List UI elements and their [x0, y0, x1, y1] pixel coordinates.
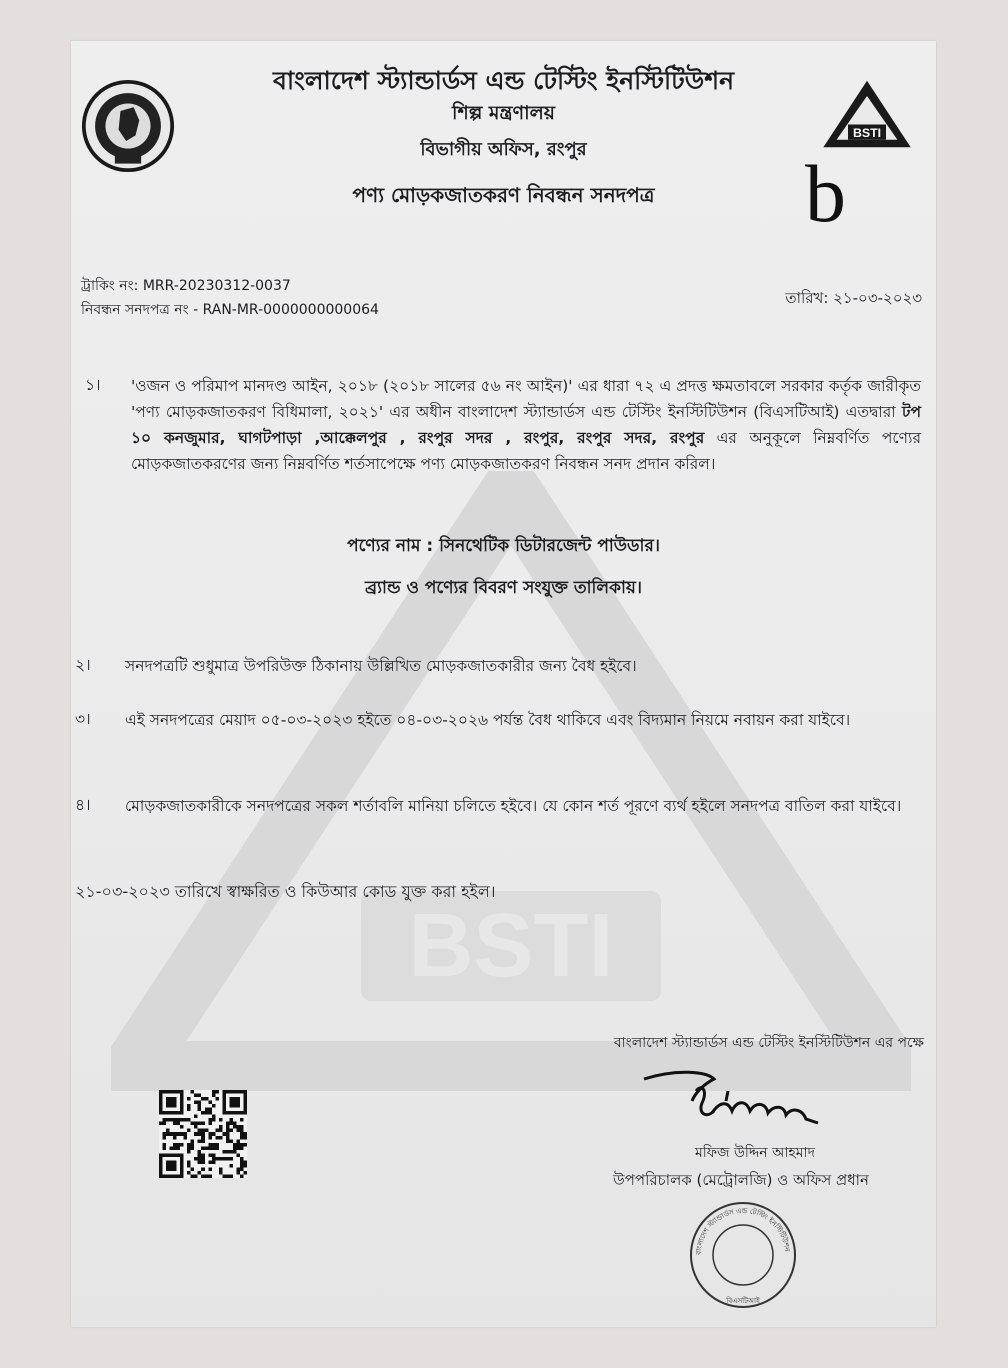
seal-text: বাংলাদেশ স্ট্যান্ডার্ডস এন্ড টেস্টিং ইনস্টিটিউশন — [694, 1206, 791, 1256]
paragraph-1-text-b: এর অনুকূলে নিম্নবর্ণিত পণ্যের মোড়কজাতকরণের জন্য নিম্নবর্ণিত শর্তসাপেক্ষে পণ্য মোড়কজাতকরণ নিবন্ধন সনদ প্রদান করিল। — [131, 429, 921, 473]
paragraph-1-text-a: 'ওজন ও পরিমাপ মানদণ্ড আইন, ২০১৮ (২০১৮ সালের ৫৬ নং আইন)' এর ধারা ৭২ এ প্রদত্ত ক্ষমতাবলে সরকার কর্তৃক জারীকৃত 'পণ্য মোড়কজাতকরণ বিধিমালা, ২০২১' এর অধীন বাংলাদেশ স্ট্যান্ডার্ডস এন্ড টেস্টিং ইনস্টিটিউশন (বিএসটিআই) এতদ্বারা — [131, 377, 921, 421]
qr-code-icon — [159, 1089, 247, 1179]
on-behalf-line: বাংলাদেশ স্ট্যান্ডার্ডস এন্ড টেস্টিং ইনস্টিটিউশন এর পক্ষে — [613, 1035, 924, 1051]
brand-note: ব্র্যান্ড ও পণ্যের বিবরণ সংযুক্ত তালিকায়। — [365, 578, 642, 598]
paragraph-4-number: ৪। — [75, 796, 91, 814]
watermark-text: BSTI — [408, 896, 614, 996]
product-name: পণ্যের নাম : সিনথেটিক ডিটারজেন্ট পাউডার। — [347, 536, 660, 556]
paragraph-1-number: ১। — [85, 376, 101, 394]
paragraph-1 — [131, 373, 921, 477]
packager-address: টপ ১০ কনজুমার, ঘাগটপাড়া ,আক্কেলপুর , রংপুর সদর , রংপুর, রংপুর সদর, রংপুর — [131, 403, 921, 447]
tracking-number: ট্রাকিং নং: MRR-20230312-0037 — [81, 278, 291, 294]
certificate-page — [71, 41, 936, 1327]
bsti-logo-text: BSTI — [852, 125, 882, 140]
bsti-watermark-icon — [111, 471, 911, 1091]
paragraph-2-number: ২। — [75, 656, 91, 674]
certificate-title: পণ্য মোড়কজাতকরণ নিবন্ধন সনদপত্র — [352, 183, 655, 207]
paragraph-4: মোড়কজাতকারীকে সনদপত্রের সকল শর্তাবলি মানিয়া চলিতে হইবে। যে কোন শর্ত পূরণে ব্যর্থ হইলে সনদপত্র বাতিল করা যাইবে। — [125, 797, 902, 815]
issue-date: তারিখ: ২১-০৩-২০২৩ — [785, 289, 922, 307]
organization-title: বাংলাদেশ স্ট্যান্ডার্ডস এন্ড টেস্টিং ইনস্টিটিউশন — [273, 66, 734, 95]
paragraph-3: এই সনদপত্রের মেয়াদ ০৫-০৩-২০২৩ হইতে ০৪-০৩-২০২৬ পর্যন্ত বৈধ থাকিবে এবং বিদ্যমান নিয়মে নবায়ন করা যাইবে। — [125, 711, 851, 729]
certificate-number: নিবন্ধন সনদপত্র নং - RAN-MR-0000000000064 — [81, 302, 379, 318]
seal-bottom-text: বিএসটিআই — [726, 1297, 760, 1305]
handwritten-signature-icon — [636, 1061, 826, 1141]
signed-statement: ২১-০৩-২০২৩ তারিখে স্বাক্ষরিত ও কিউআর কোড যুক্ত করা হইল। — [75, 882, 496, 901]
signer-title: উপপরিচালক (মেট্রোলজি) ও অফিস প্রধান — [613, 1171, 869, 1189]
paragraph-3-number: ৩। — [75, 710, 91, 728]
office-title: বিভাগীয় অফিস, রংপুর — [420, 139, 587, 160]
office-round-seal-icon — [687, 1199, 799, 1311]
grade-mark: b — [805, 148, 846, 239]
ministry-title: শিল্প মন্ত্রণালয় — [452, 102, 555, 124]
paragraph-2: সনদপত্রটি শুধুমাত্র উপরিউক্ত ঠিকানায় উল্লিখিত মোড়কজাতকারীর জন্য বৈধ হইবে। — [125, 657, 637, 675]
signer-name: মফিজ উদ্দিন আহমাদ — [695, 1145, 815, 1161]
